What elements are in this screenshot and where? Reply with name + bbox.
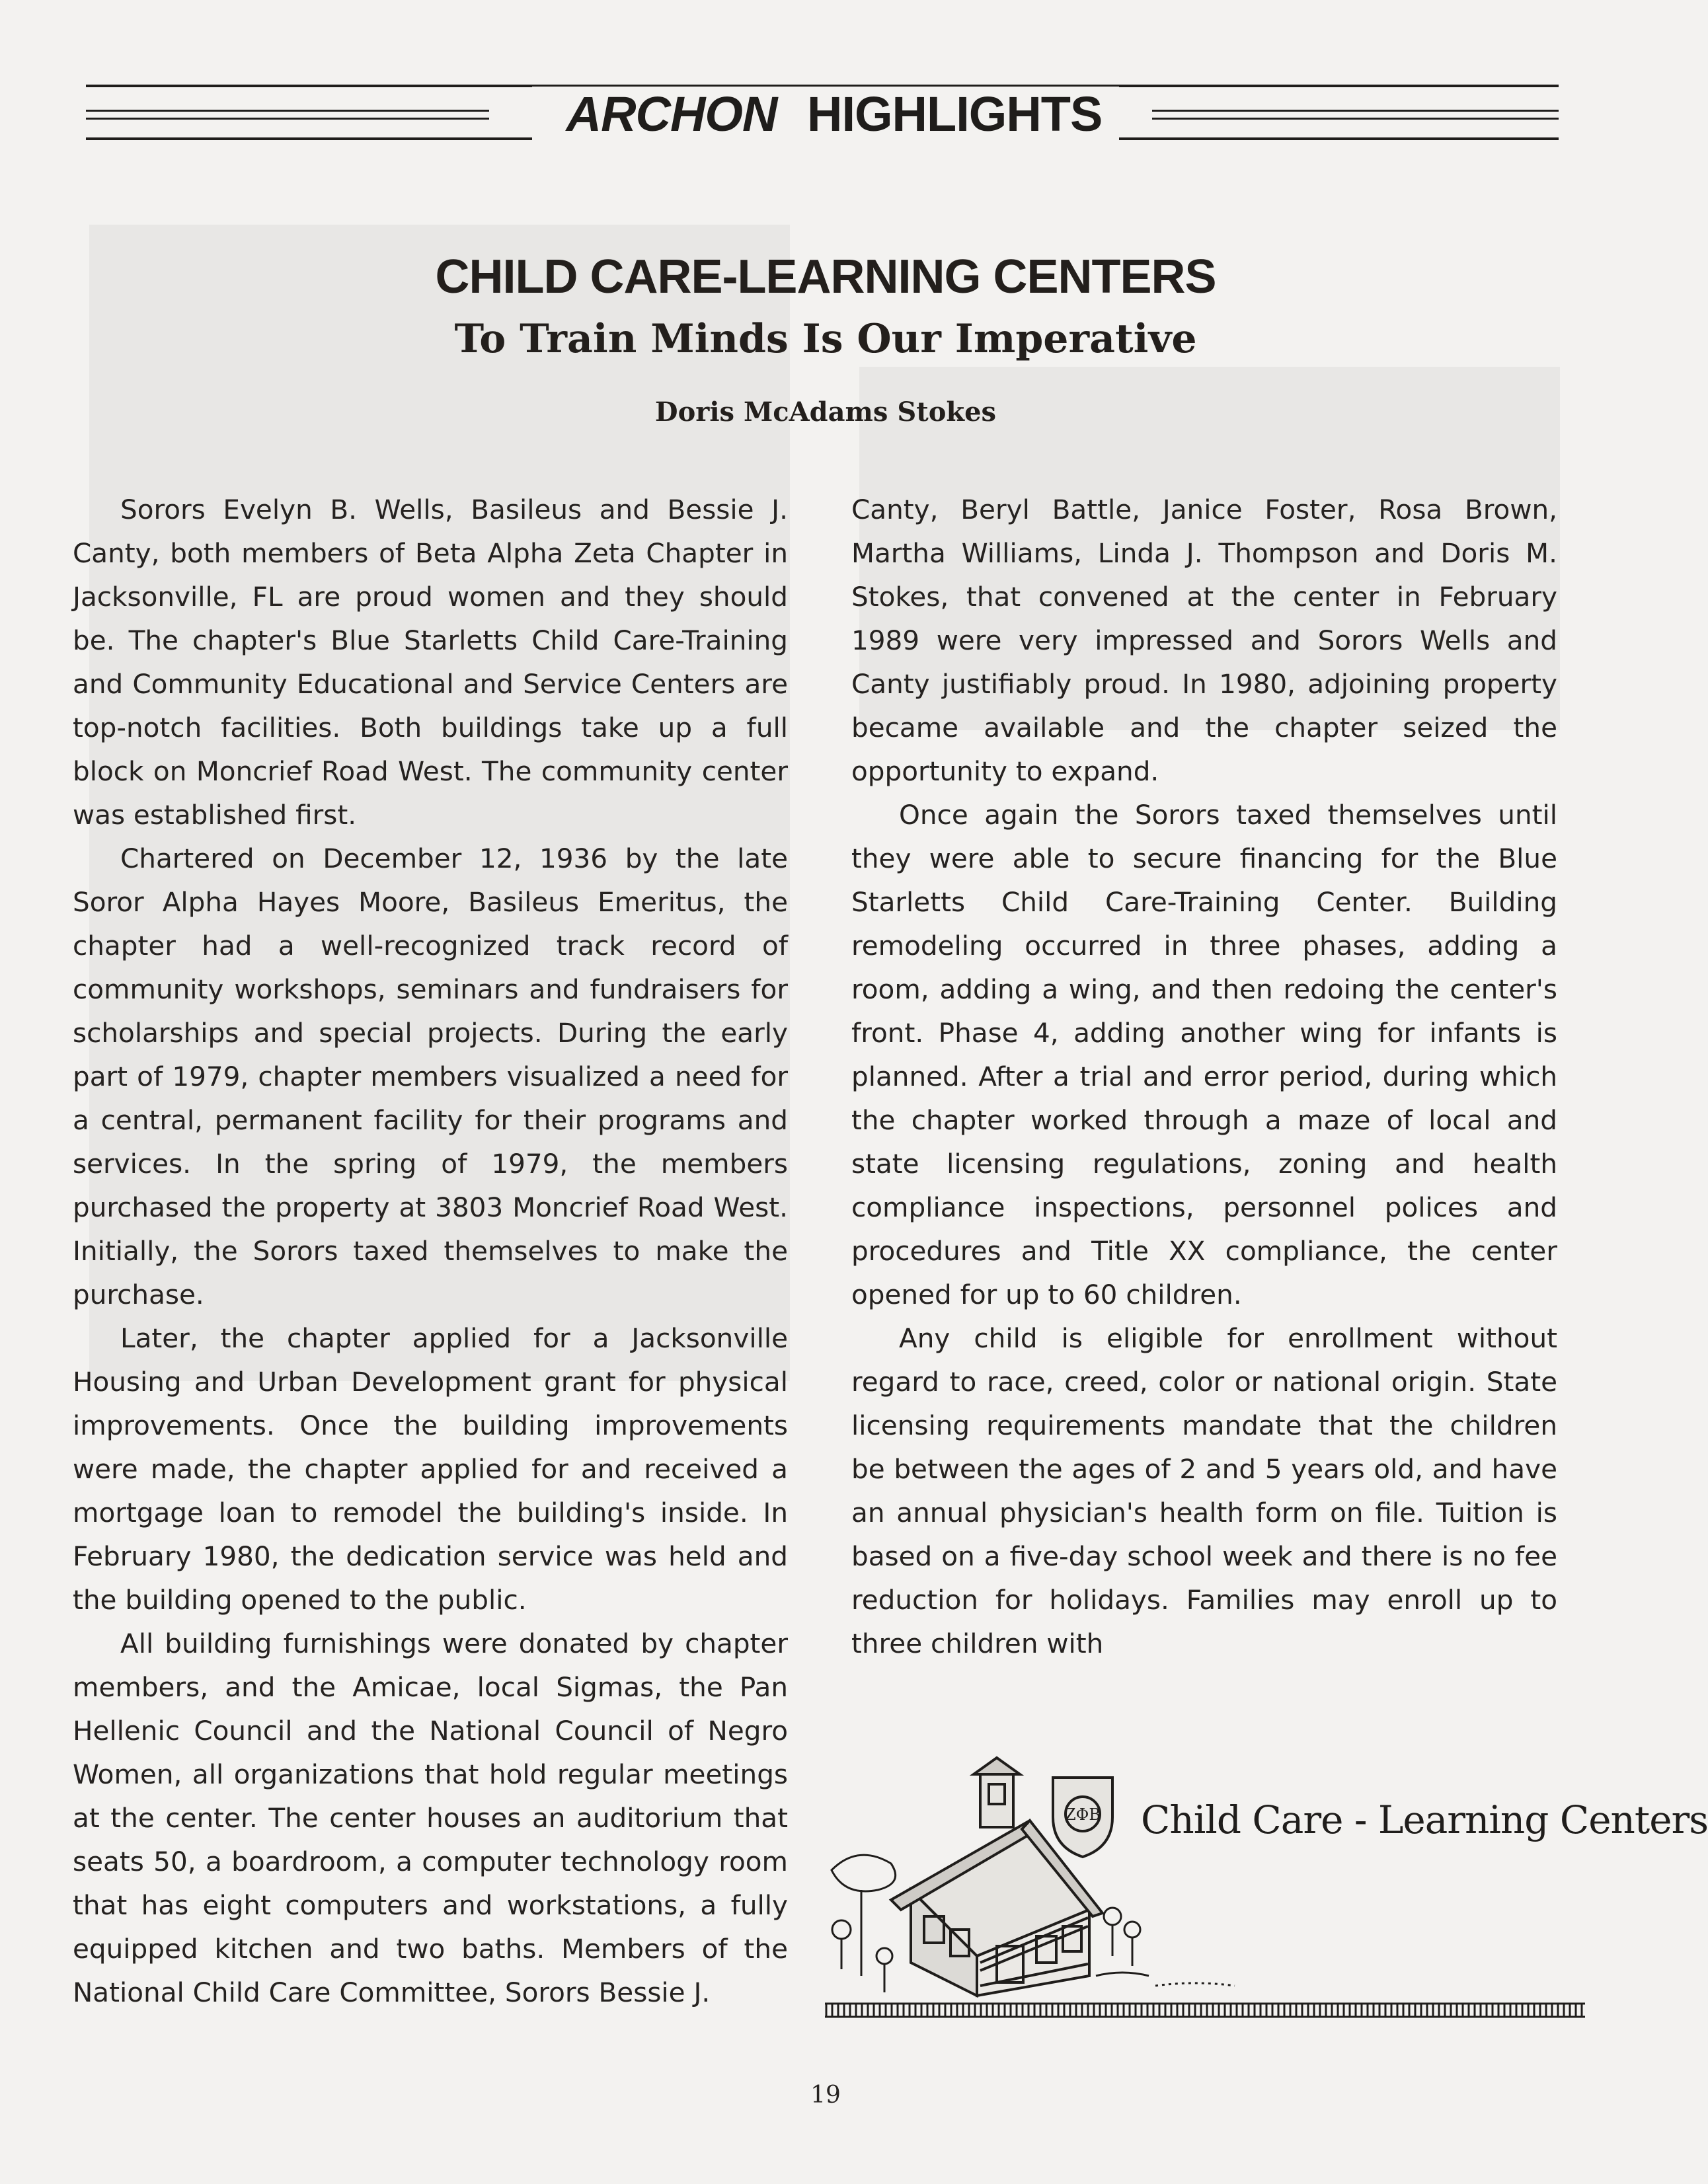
article-subhead: To Train Minds Is Our Imperative [454, 316, 1197, 362]
paragraph: Sorors Evelyn B. Wells, Basileus and Bessie J. Canty, both members of Beta Alpha Zeta Chapter in Jacksonville, FL are proud women and they should be. The chapter's Blue Starletts Child Care-Training and Community Educational and Service Centers are top-notch facilities. Both buildings take up a full block on Moncrief Road West. The community center was established first. [73, 494, 788, 831]
paragraph: Once again the Sorors taxed themselves until they were able to secure financing for the Blue Starletts Child Care-Training Center. Building remodeling occurred in three phases, adding a room, adding a wing, and then redoing the center's front. Phase 4, adding another wing for infants is planned. After a trial and error period, during which the chapter worked through a maze of local and state licensing regulations, zoning and health compliance inspections, personnel polices and procedures and Title XX compliance, the center opened for up to 60 children. [851, 799, 1557, 1310]
article-headline: CHILD CARE-LEARNING CENTERS [435, 250, 1216, 303]
paragraph: Chartered on December 12, 1936 by the late Soror Alpha Hayes Moore, Basileus Emeritus, the chapter had a well-recognized track record of community workshops, seminars and fundraisers for scholarships and special projects. During the early part of 1979, chapter members visualized a need for a central, permanent facility for their programs and services. In the spring of 1979, the members purchased the property at 3803 Moncrief Road West. Initially, the Sorors taxed themselves to make the purchase. [73, 843, 788, 1310]
paragraph: Any child is eligible for enrollment without regard to race, creed, color or national origin. State licensing requirements mandate that the children be between the ages of 2 and 5 years old, and have an annual physician's health form on file. Tuition is based on a five-day school week and there is no fee reduction for holidays. Families may enroll up to three children with [851, 1322, 1557, 1659]
masthead-title [0, 85, 1651, 144]
masthead-title-rest: HIGHLIGHTS [807, 87, 1103, 141]
paragraph: All building furnishings were donated by chapter members, and the Amicae, local Sigmas, the Pan Hellenic Council and the National Council of Negro Women, all organizations that hold regular meetings at the center. The center houses an auditorium that seats 50, a boardroom, a computer technology room that has eight computers and workstations, a fully equipped kitchen and two baths. Members of the National Child Care Committee, Sorors Bessie J. [73, 1628, 788, 2008]
left-column [73, 488, 788, 2014]
page-number: 19 [810, 2082, 841, 2109]
logo-text: Child Care - Learning Centers [1141, 1797, 1708, 1842]
right-column [851, 488, 1557, 1665]
article-byline: Doris McAdams Stokes [654, 396, 997, 428]
paragraph: Later, the chapter applied for a Jacksonville Housing and Urban Development grant for physical improvements. Once the building improvements were made, the chapter applied for and received a mortgage loan to remodel the building's inside. In February 1980, the dedication service was held and the building opened to the public. [73, 1322, 788, 1616]
masthead-title-italic: ARCHON [549, 87, 795, 141]
svg-text:ΖΦΒ: ΖΦΒ [1065, 1805, 1101, 1824]
paragraph-continued: Canty, Beryl Battle, Janice Foster, Rosa Brown, Martha Williams, Linda J. Thompson and Doris M. Stokes, that convened at the center in February 1989 were very impressed and Sorors Wells and Canty justifiably proud. In 1980, adjoining property became available and the chapter seized the opportunity to expand. [851, 494, 1557, 787]
